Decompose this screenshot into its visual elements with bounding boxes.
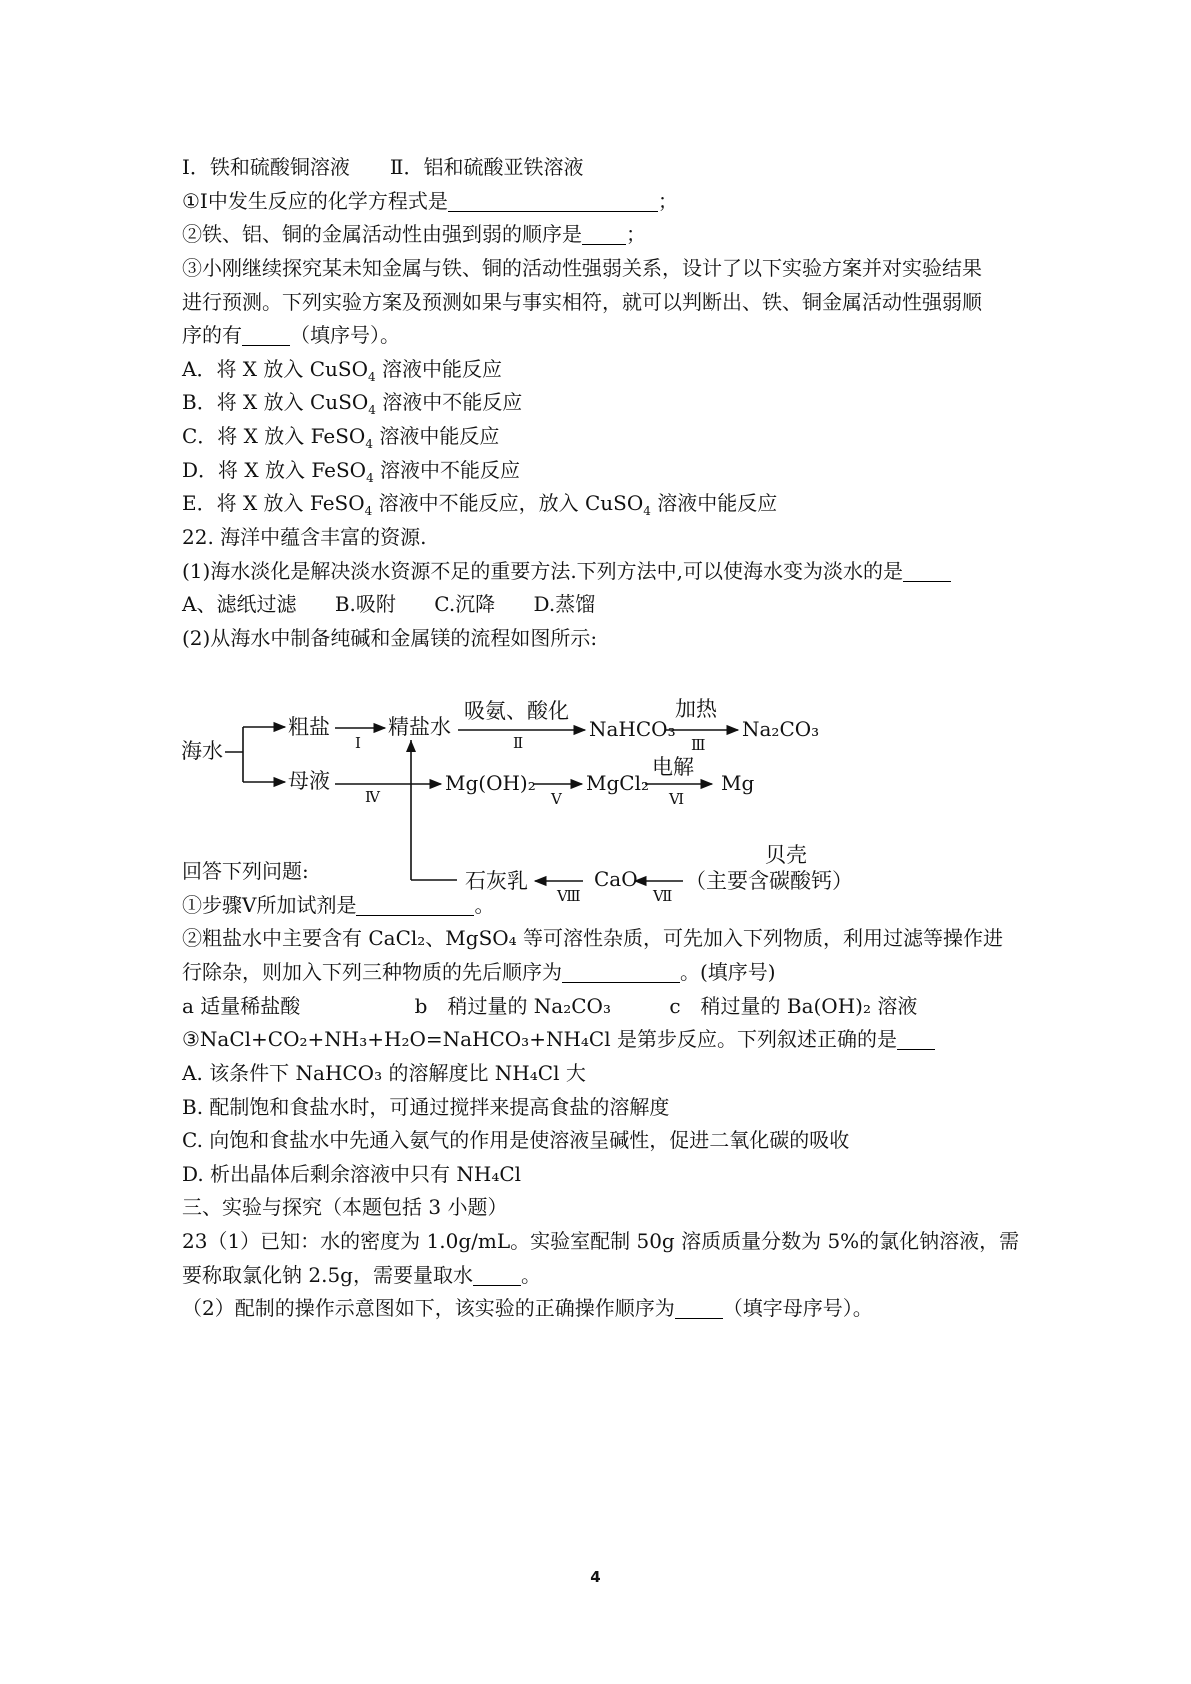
q23-part1-line1: 23（1）已知：水的密度为 1.0g/mL。实验室配制 50g 溶质质量分数为 5%的氯化钠溶液，需 [182, 1229, 1020, 1253]
answer-intro: 回答下列问题: [182, 859, 309, 883]
node-mother-liquor: 母液 [288, 769, 330, 793]
node-nahco3: NaHCO₃ [589, 717, 676, 741]
answer-blank[interactable] [356, 895, 474, 916]
q21-step1: ①Ⅰ中发生反应的化学方程式是 ； [182, 189, 678, 213]
option-c-baoh2: c 稍过量的 Ba(OH)₂ 溶液 [669, 994, 918, 1018]
step-label-7: Ⅶ [653, 887, 673, 905]
condition-electrolysis: 电解 [652, 755, 694, 779]
node-refined-brine: 精盐水 [388, 715, 451, 739]
q22-answer2-options [182, 992, 917, 1020]
answer-blank[interactable] [675, 1298, 723, 1319]
option-b: B．将 X 放入 CuSO$_4$ 溶液中不能反应 [182, 390, 523, 417]
answer-blank[interactable] [562, 962, 680, 983]
option-a-hcl: a 适量稀盐酸 [182, 994, 301, 1018]
answer-blank[interactable] [242, 325, 290, 346]
q23-part1-line2: 要称取氯化钠 2.5g，需要量取水 。 [182, 1263, 541, 1287]
option-c: C．将 X 放入 FeSO$_4$ 溶液中能反应 [182, 424, 500, 451]
step-label-6: Ⅵ [669, 790, 685, 808]
step-label-5: Ⅴ [551, 790, 562, 808]
option-distill: D.蒸馏 [533, 592, 596, 616]
option-d: D．将 X 放入 FeSO$_4$ 溶液中不能反应 [182, 458, 521, 485]
option-a: A．将 X 放入 CuSO$_4$ 溶液中能反应 [182, 357, 503, 384]
q22-part1-options [182, 590, 595, 618]
q22-a3-option-c: C. 向饱和食盐水中先通入氨气的作用是使溶液呈碱性，促进二氧化碳的吸收 [182, 1128, 850, 1152]
option-settle: C.沉降 [434, 592, 496, 616]
step-label-4: Ⅳ [365, 788, 380, 806]
node-lime-milk: 石灰乳 [465, 869, 528, 893]
option-b-na2co3: b 稍过量的 Na₂CO₃ [414, 994, 611, 1018]
node-mg: Mg [721, 771, 755, 795]
condition-heating: 加热 [675, 697, 717, 721]
step-label-3: Ⅲ [691, 736, 706, 754]
section-3-title: 三、实验与探究（本题包括 3 小题） [182, 1195, 508, 1219]
option-filter: A、滤纸过滤 [182, 592, 297, 616]
q21-step2: ②铁、铝、铜的金属活动性由强到弱的顺序是 ； [182, 222, 646, 246]
q22-part2: (2)从海水中制备纯碱和金属镁的流程如图所示: [182, 626, 598, 650]
option-adsorb: B.吸附 [334, 592, 396, 616]
q22-title: 22. 海洋中蕴含丰富的资源. [182, 525, 427, 549]
condition-ammonia-acid: 吸氨、酸化 [464, 699, 569, 723]
q22-part1: (1)海水淡化是解决淡水资源不足的重要方法.下列方法中,可以使海水变为淡水的是 [182, 557, 951, 585]
q23-part2: （2）配制的操作示意图如下，该实验的正确操作顺序为 （填字母序号）。 [182, 1296, 873, 1320]
q22-a3-option-b: B. 配制饱和食盐水时，可通过搅拌来提高食盐的溶解度 [182, 1095, 670, 1119]
answer-blank[interactable] [473, 1265, 521, 1286]
answer-blank[interactable] [903, 561, 951, 582]
node-crude-salt: 粗盐 [288, 715, 330, 739]
answer-blank[interactable] [448, 191, 658, 212]
node-mgcl2: MgCl₂ [586, 771, 649, 795]
page-number: 4 [590, 1568, 601, 1586]
reaction-list: Ⅰ．铁和硫酸铜溶液 Ⅱ．铝和硫酸亚铁溶液 [182, 155, 584, 179]
arrowhead-up [406, 740, 416, 752]
answer-blank[interactable] [582, 224, 626, 245]
node-shell: 贝壳 [765, 843, 807, 867]
q22-answer1: ①步骤Ⅴ所加试剂是 。 [182, 893, 495, 917]
q22-answer2-line1: ②粗盐水中主要含有 CaCl₂、MgSO₄ 等可溶性杂质，可先加入下列物质，利用过滤等操作进 [182, 926, 1004, 950]
option-e: E．将 X 放入 FeSO$_4$ 溶液中不能反应，放入 CuSO$_4$ 溶液中能反应 [182, 491, 778, 518]
step-label-2: Ⅱ [513, 734, 524, 752]
q22-answer2-line2: 行除杂，则加入下列三种物质的先后顺序为 。(填序号) [182, 960, 776, 984]
step-label-1: Ⅰ [355, 734, 361, 752]
node-na2co3: Na₂CO₃ [742, 717, 820, 741]
q22-a3-option-d: D. 析出晶体后剩余溶液中只有 NH₄Cl [182, 1162, 522, 1186]
answer-blank[interactable] [897, 1029, 935, 1050]
q22-a3-option-a: A. 该条件下 NaHCO₃ 的溶解度比 NH₄Cl 大 [182, 1061, 586, 1085]
q21-step3-line2: 进行预测。下列实验方案及预测如果与事实相符，就可以判断出、铁、铜金属活动性强弱顺 [182, 290, 982, 314]
q21-step3-line3: 序的有 （填序号）。 [182, 323, 400, 347]
q21-step3-line1: ③小刚继续探究某未知金属与铁、铜的活动性强弱关系，设计了以下实验方案并对实验结果 [182, 256, 982, 280]
node-seawater: 海水 [181, 739, 223, 763]
node-shell-note: （主要含碳酸钙） [685, 869, 853, 893]
q22-answer3: ③NaCl+CO₂+NH₃+H₂O=NaHCO₃+NH₄Cl 是第步反应。下列叙述正确的是 [182, 1025, 935, 1053]
node-mgoh2: Mg(OH)₂ [445, 771, 536, 795]
step-label-8: Ⅷ [557, 887, 581, 905]
node-cao: CaO [594, 867, 638, 891]
